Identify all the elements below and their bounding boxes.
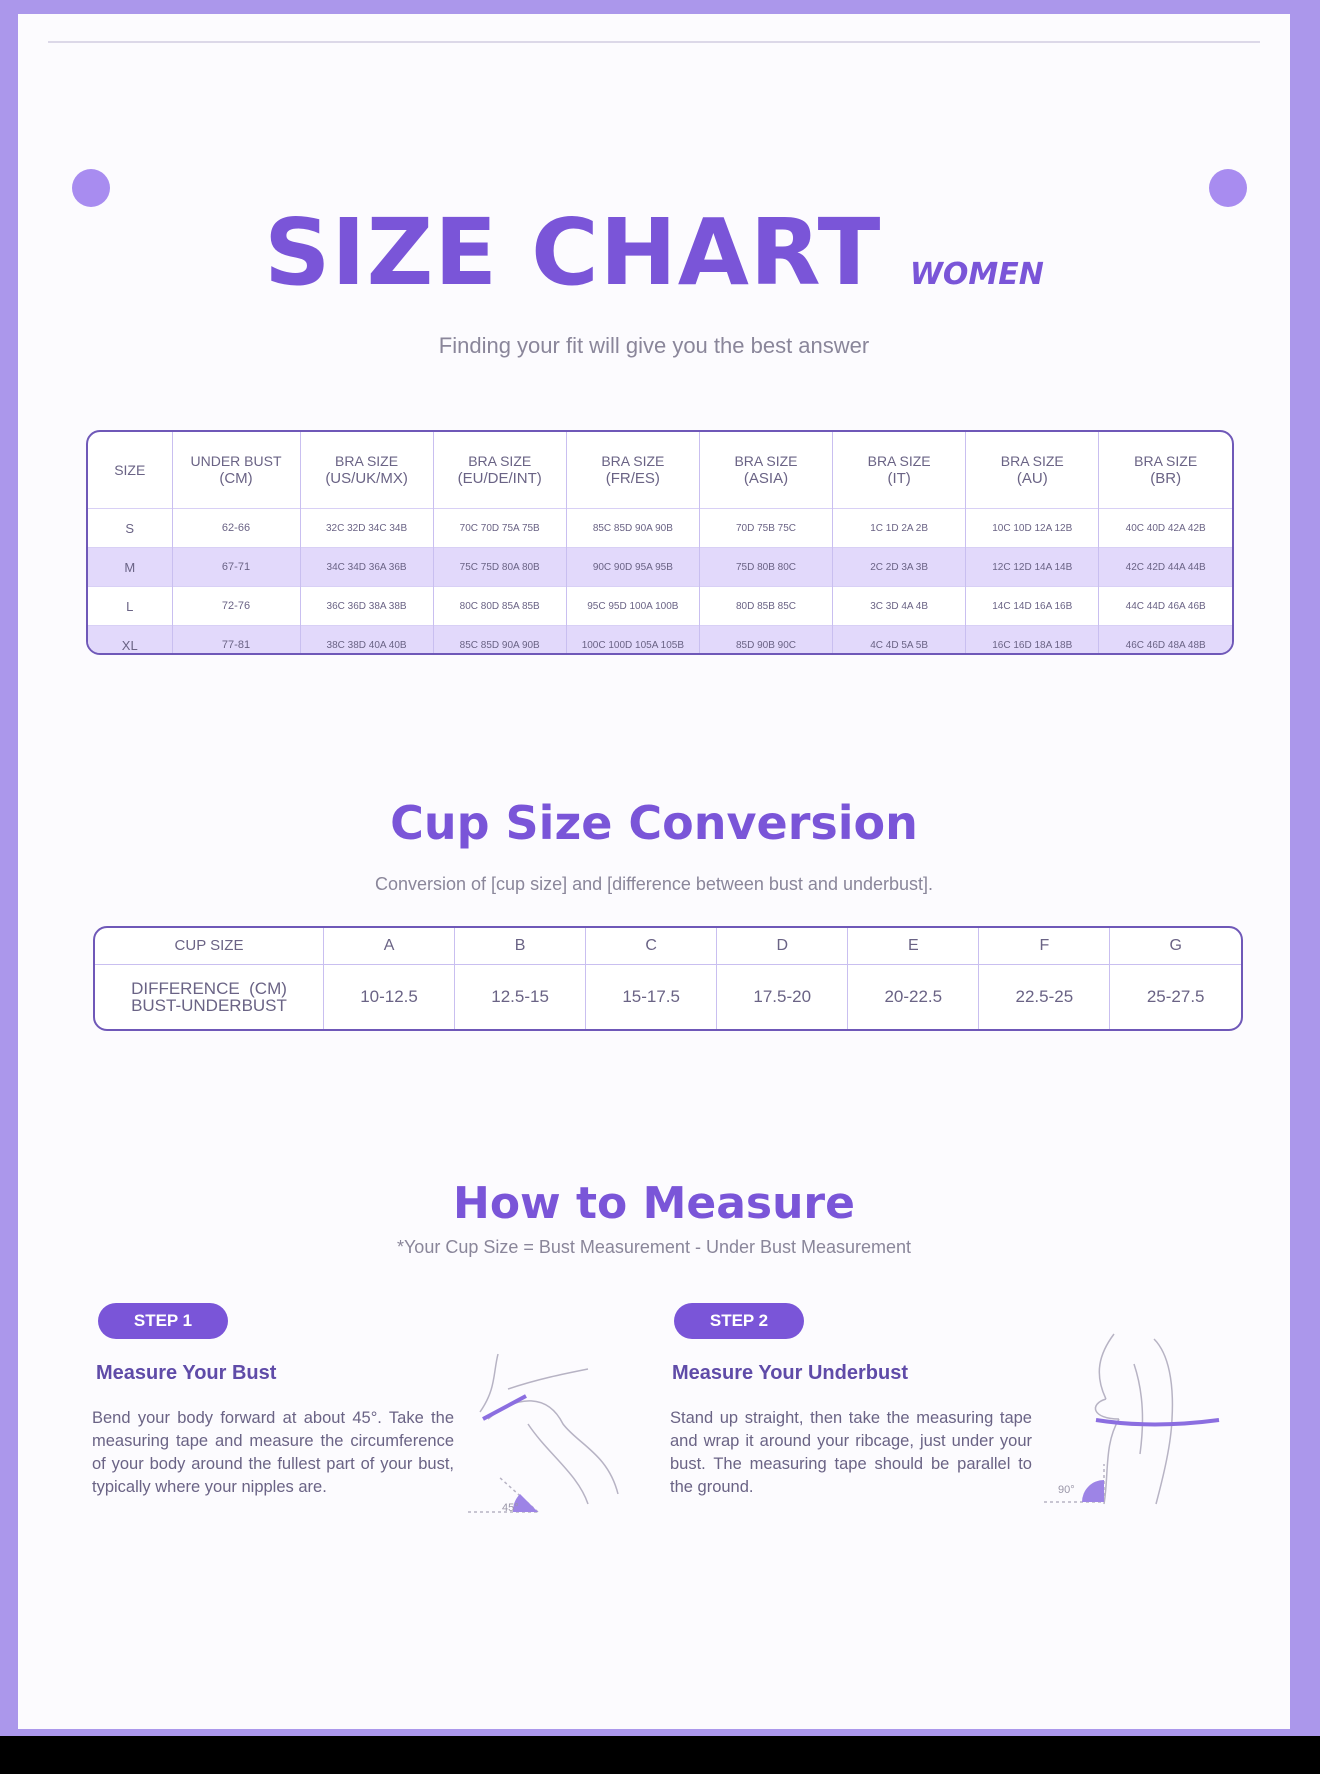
table-row bbox=[88, 587, 1232, 626]
header-line: (IT) bbox=[887, 470, 911, 487]
step-2-angle: 90° bbox=[1058, 1484, 1075, 1496]
size-cell: S bbox=[88, 509, 172, 548]
table-cell: 10C 10D 12A 12B bbox=[966, 509, 1099, 548]
table-cell: 100C 100D 105A 105B bbox=[566, 626, 699, 656]
table-cell: 67-71 bbox=[172, 548, 300, 587]
cup-section-subtitle: Conversion of [cup size] and [difference between bust and underbust]. bbox=[374, 874, 934, 894]
difference-label-line1: DIFFERENCE (CM) bbox=[131, 978, 287, 998]
table-cell: 46C 46D 48A 48B bbox=[1099, 626, 1232, 656]
cup-size-label: CUP SIZE bbox=[95, 928, 324, 964]
step-1-body: Bend your body forward at about 45°. Take the measuring tape and measure the circumference of your body around the fullest part of your bust, typically where your nipples are. bbox=[92, 1409, 454, 1496]
size-table bbox=[86, 430, 1234, 655]
table-row bbox=[88, 626, 1232, 656]
difference-cell: 17.5-20 bbox=[717, 964, 848, 1029]
cup-size-cell: C bbox=[586, 928, 717, 964]
cup-size-cell: D bbox=[717, 928, 848, 964]
cup-section-title: Cup Size Conversion bbox=[390, 796, 918, 850]
table-cell: 75D 80B 80C bbox=[699, 548, 832, 587]
step-1-heading: Measure Your Bust bbox=[96, 1362, 277, 1384]
table-cell: 16C 16D 18A 18B bbox=[966, 626, 1099, 656]
table-cell: 4C 4D 5A 5B bbox=[833, 626, 966, 656]
table-cell: 85C 85D 90A 90B bbox=[566, 509, 699, 548]
table-cell: 12C 12D 14A 14B bbox=[966, 548, 1099, 587]
size-cell: M bbox=[88, 548, 172, 587]
table-cell: 95C 95D 100A 100B bbox=[566, 587, 699, 626]
size-cell: L bbox=[88, 587, 172, 626]
table-cell: 77-81 bbox=[172, 626, 300, 656]
page-title: SIZE CHART bbox=[264, 199, 882, 306]
table-cell: 85C 85D 90A 90B bbox=[433, 626, 566, 656]
table-cell: 32C 32D 34C 34B bbox=[300, 509, 433, 548]
table-cell: 34C 34D 36A 36B bbox=[300, 548, 433, 587]
header-line: BRA SIZE bbox=[1134, 453, 1198, 469]
header-line: SIZE bbox=[114, 462, 146, 478]
header-line: (ASIA) bbox=[743, 470, 789, 487]
table-row bbox=[88, 509, 1232, 548]
table-cell: 1C 1D 2A 2B bbox=[833, 509, 966, 548]
size-table-header-8 bbox=[1099, 432, 1232, 509]
page-subtitle: Finding your fit will give you the best answer bbox=[438, 333, 870, 358]
table-cell: 80D 85B 85C bbox=[699, 587, 832, 626]
table-cell: 44C 44D 46A 46B bbox=[1099, 587, 1232, 626]
size-cell: XL bbox=[88, 626, 172, 656]
size-table-header-2 bbox=[300, 432, 433, 509]
header-line: UNDER BUST bbox=[190, 453, 282, 469]
size-table-header-1 bbox=[172, 432, 300, 509]
size-table-header-6 bbox=[833, 432, 966, 509]
difference-cell: 20-22.5 bbox=[848, 964, 979, 1029]
size-chart-card bbox=[18, 14, 1290, 1729]
step-2-pill: STEP 2 bbox=[674, 1303, 804, 1339]
table-cell: 70C 70D 75A 75B bbox=[433, 509, 566, 548]
difference-cell: 15-17.5 bbox=[586, 964, 717, 1029]
cup-size-cell: A bbox=[324, 928, 455, 964]
size-table-header-3 bbox=[433, 432, 566, 509]
difference-cell: 12.5-15 bbox=[455, 964, 586, 1029]
header-line: BRA SIZE bbox=[601, 453, 665, 469]
table-cell: 75C 75D 80A 80B bbox=[433, 548, 566, 587]
header-line: BRA SIZE bbox=[335, 453, 399, 469]
header-line: BRA SIZE bbox=[867, 453, 931, 469]
header-line: (US/UK/MX) bbox=[325, 470, 408, 487]
header-line: (CM) bbox=[219, 470, 253, 487]
table-cell: 70D 75B 75C bbox=[699, 509, 832, 548]
table-cell: 38C 38D 40A 40B bbox=[300, 626, 433, 656]
cup-size-table bbox=[93, 926, 1243, 1031]
size-table-header-7 bbox=[966, 432, 1099, 509]
measure-section-subtitle: *Your Cup Size = Bust Measurement - Under Bust Measurement bbox=[396, 1237, 912, 1257]
table-row bbox=[88, 548, 1232, 587]
table-cell: 80C 80D 85A 85B bbox=[433, 587, 566, 626]
measure-section-title: How to Measure bbox=[453, 1178, 855, 1229]
cup-size-cell: F bbox=[979, 928, 1110, 964]
difference-cell: 10-12.5 bbox=[324, 964, 455, 1029]
header-line: (FR/ES) bbox=[605, 470, 660, 487]
table-cell: 40C 40D 42A 42B bbox=[1099, 509, 1232, 548]
header-line: BRA SIZE bbox=[1000, 453, 1064, 469]
table-cell: 62-66 bbox=[172, 509, 300, 548]
table-cell: 3C 3D 4A 4B bbox=[833, 587, 966, 626]
table-cell: 85D 90B 90C bbox=[699, 626, 832, 656]
step-2-body: Stand up straight, then take the measuring tape and wrap it around your ribcage, just under your bust. The measuring tape should be parallel to the ground. bbox=[670, 1409, 1032, 1496]
difference-cell: 25-27.5 bbox=[1110, 964, 1241, 1029]
table-cell: 36C 36D 38A 38B bbox=[300, 587, 433, 626]
difference-label-line2: BUST-UNDERBUST bbox=[131, 995, 287, 1015]
step-1-angle: 45° bbox=[502, 1502, 519, 1514]
cup-size-cell: G bbox=[1169, 936, 1182, 954]
gender-tag: WOMEN bbox=[909, 257, 1044, 292]
step-1-pill: STEP 1 bbox=[98, 1303, 228, 1339]
step-2-heading: Measure Your Underbust bbox=[672, 1362, 908, 1384]
header-line: BRA SIZE bbox=[468, 453, 532, 469]
header-line: (BR) bbox=[1150, 470, 1182, 487]
header-line: BRA SIZE bbox=[734, 453, 798, 469]
table-cell: 2C 2D 3A 3B bbox=[833, 548, 966, 587]
size-table-header-0 bbox=[88, 432, 172, 509]
size-table-header-5 bbox=[699, 432, 832, 509]
title-row bbox=[18, 199, 1290, 306]
table-cell: 42C 42D 44A 44B bbox=[1099, 548, 1232, 587]
header-line: (EU/DE/INT) bbox=[457, 470, 542, 487]
cup-size-cell: B bbox=[455, 928, 586, 964]
size-table-header-4 bbox=[566, 432, 699, 509]
table-cell: 90C 90D 95A 95B bbox=[566, 548, 699, 587]
header-line: (AU) bbox=[1016, 470, 1048, 487]
difference-cell: 22.5-25 bbox=[979, 964, 1110, 1029]
bottom-band bbox=[0, 1736, 1320, 1774]
table-cell: 14C 14D 16A 16B bbox=[966, 587, 1099, 626]
cup-size-cell: E bbox=[848, 928, 979, 964]
top-divider bbox=[48, 41, 1260, 43]
table-cell: 72-76 bbox=[172, 587, 300, 626]
bust-measure-illustration bbox=[468, 1334, 668, 1514]
difference-label bbox=[95, 964, 324, 1029]
